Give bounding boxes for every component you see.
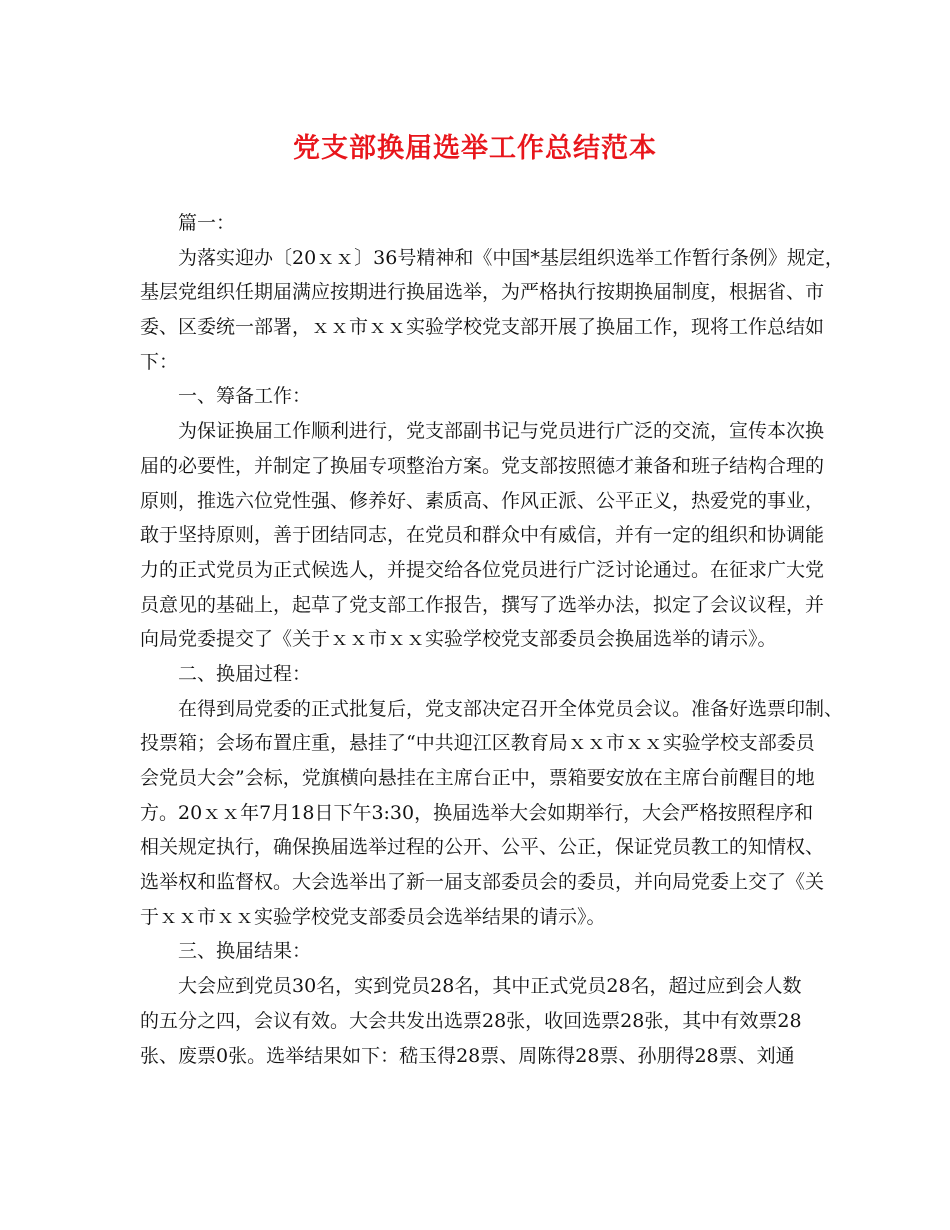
text-line: 选举权和监督权。大会选举出了新一届支部委员会的委员，并向局党委上交了《关 [140,871,825,894]
text-line: 会党员大会”会标，党旗横向悬挂在主席台正中，票箱要安放在主席台前醒目的地 [140,767,815,789]
text-line: 大会应到党员30名，实到党员28名，其中正式党员28名，超过应到会人数 [178,975,802,998]
text-line: 届的必要性，并制定了换届专项整治方案。党支部按照德才兼备和班子结构合理的 [140,454,825,477]
text-line: 相关规定执行，确保换届选举过程的公开、公平、公正，保证党员教工的知情权、 [140,836,825,859]
text-line: 的五分之四，会议有效。大会共发出选票28张，收回选票28张，其中有效票28 [140,1009,802,1032]
text-line: 篇一： [178,212,236,234]
text-line: 力的正式党员为正式候选人，并提交给各位党员进行广泛讨论通过。在征求广大党 [140,558,825,581]
text-line: 委、区委统一部署，ｘｘ市ｘｘ实验学校党支部开展了换届工作，现将工作总结如 [140,316,825,339]
document-body [140,206,844,1073]
text-line: 在得到局党委的正式批复后，党支部决定召开全体党员会议。准备好选票印制、 [178,697,844,720]
document-title: 党支部换届选举工作总结范本 [293,133,657,164]
text-line: 为落实迎办〔20ｘｘ〕36号精神和《中国*基层组织选举工作暂行条例》规定， [178,246,844,269]
text-line: 原则，推选六位党性强、修养好、素质高、作风正派、公平正义，热爱党的事业， [140,489,825,512]
text-line: 敢于坚持原则，善于团结同志，在党员和群众中有威信，并有一定的组织和协调能 [140,524,825,547]
text-line: 三、换届结果： [178,940,312,963]
text-line: 投票箱；会场布置庄重，悬挂了“中共迎江区教育局ｘｘ市ｘｘ实验学校支部委员 [140,732,815,755]
text-line: 二、换届过程： [178,662,312,685]
text-line: 向局党委提交了《关于ｘｘ市ｘｘ实验学校党支部委员会换届选举的请示》。 [140,628,777,651]
text-line: 张、废票0张。选举结果如下：嵇玉得28票、周陈得28票、孙朋得28票、刘通 [140,1044,795,1067]
text-line: 为保证换届工作顺利进行，党支部副书记与党员进行广泛的交流，宣传本次换 [178,420,825,443]
text-line: 基层党组织任期届满应按期进行换届选举，为严格执行按期换届制度，根据省、市 [140,281,825,304]
text-line: 员意见的基础上，起草了党支部工作报告，撰写了选举办法，拟定了会议议程，并 [140,593,825,616]
text-line: 于ｘｘ市ｘｘ实验学校党支部委员会选举结果的请示》。 [140,905,606,928]
text-line: 方。20ｘｘ年7月18日下午3:30，换届选举大会如期举行，大会严格按照程序和 [140,801,814,824]
text-line: 下： [140,350,179,373]
text-line: 一、筹备工作： [178,385,312,408]
